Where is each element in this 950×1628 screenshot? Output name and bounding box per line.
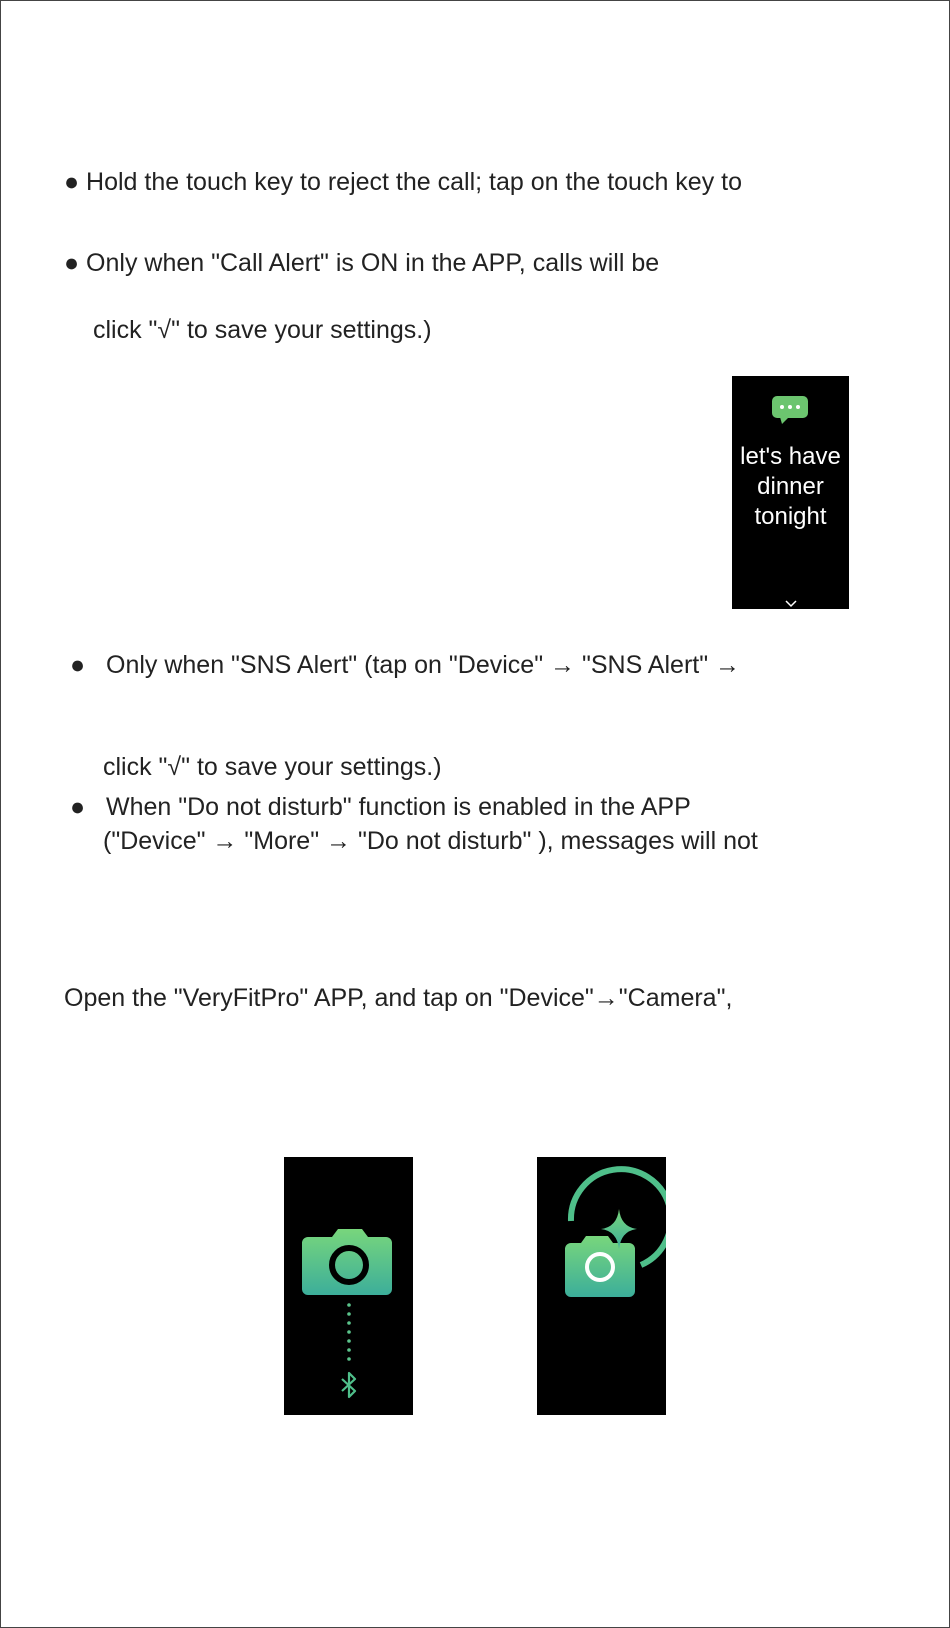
call-reject-bullet: ● Hold the touch key to reject the call; tap on the touch key to <box>64 168 742 196</box>
sns-alert-text: Only when "SNS Alert" (tap on "Device" → "SNS Alert" → <box>106 651 741 679</box>
camera-icon <box>565 1236 635 1297</box>
chat-bubble-icon <box>771 395 809 425</box>
call-alert-continuation: click "√" to save your settings.) <box>93 316 432 344</box>
sns-alert-bullet <box>70 650 740 680</box>
camera-screen-capture <box>537 1157 666 1415</box>
dnd-text-line1: When "Do not disturb" function is enabled in the APP <box>106 793 691 821</box>
dnd-bullet-line1 <box>70 792 691 822</box>
camera-screen-bluetooth <box>284 1157 413 1415</box>
camera-instruction: Open the "VeryFitPro" APP, and tap on "Device"→"Camera", <box>64 984 733 1012</box>
bullet-mark: ● <box>70 651 86 679</box>
sns-alert-continuation: click "√" to save your settings.) <box>103 753 442 781</box>
call-alert-bullet: ● Only when "Call Alert" is ON in the APP, calls will be <box>64 249 660 277</box>
camera-icon <box>302 1229 392 1295</box>
dnd-bullet-line2: ("Device" → "More" → "Do not disturb" ), messages will not <box>103 827 758 855</box>
message-notification-screen <box>732 376 849 609</box>
bullet-mark: ● <box>70 793 86 821</box>
chevron-down-icon <box>784 599 798 609</box>
message-text: let's have dinner tonight <box>740 443 841 530</box>
bluetooth-icon <box>342 1373 355 1397</box>
